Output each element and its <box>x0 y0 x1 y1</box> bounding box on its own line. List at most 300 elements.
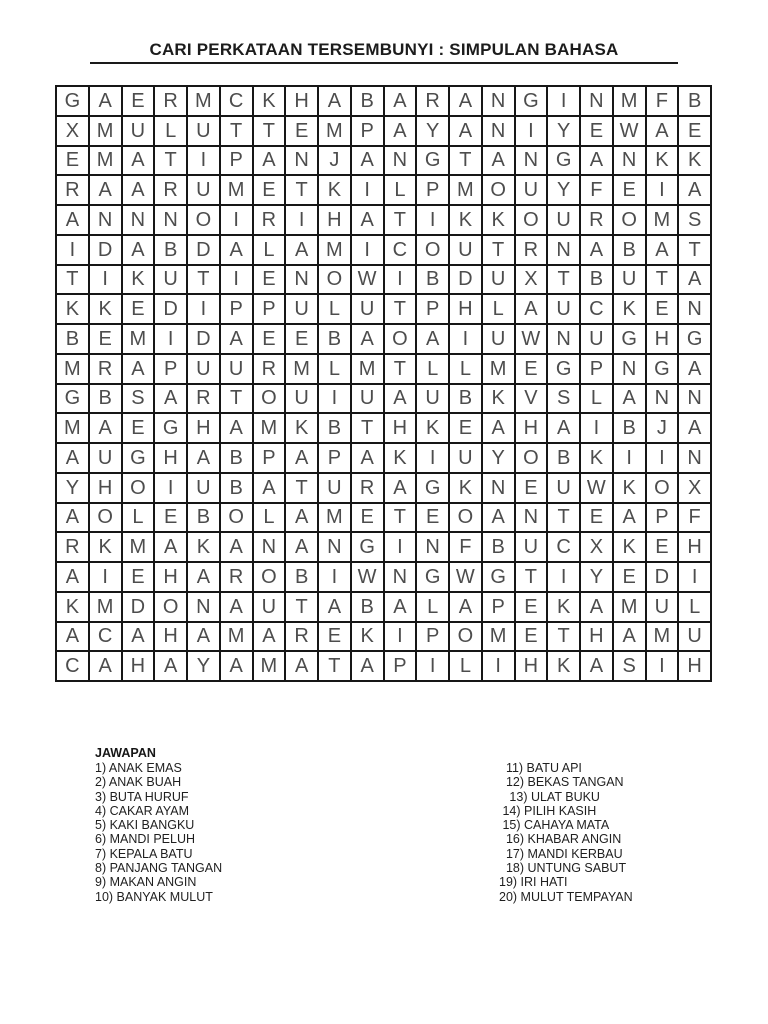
grid-cell: R <box>220 562 253 592</box>
grid-cell: G <box>351 532 384 562</box>
grid-cell: E <box>122 413 155 443</box>
grid-cell: K <box>285 413 318 443</box>
grid-cell: E <box>122 86 155 116</box>
grid-cell: M <box>646 205 679 235</box>
grid-cell: I <box>384 265 417 295</box>
grid-cell: A <box>154 384 187 414</box>
grid-cell: A <box>122 175 155 205</box>
grid-cell: M <box>89 592 122 622</box>
grid-row <box>56 205 711 235</box>
grid-cell: A <box>122 354 155 384</box>
answer-item: 12) BEKAS TANGAN <box>499 775 624 790</box>
grid-cell: S <box>547 384 580 414</box>
grid-cell: A <box>580 651 613 681</box>
grid-row <box>56 324 711 354</box>
grid-cell: T <box>56 265 89 295</box>
grid-cell: X <box>678 473 711 503</box>
grid-cell: T <box>285 592 318 622</box>
grid-cell: H <box>678 532 711 562</box>
grid-cell: A <box>482 146 515 176</box>
grid-cell: Y <box>416 116 449 146</box>
grid-cell: N <box>678 294 711 324</box>
grid-cell: I <box>547 562 580 592</box>
grid-cell: E <box>580 116 613 146</box>
grid-cell: K <box>89 294 122 324</box>
grid-cell: A <box>482 503 515 533</box>
grid-cell: Y <box>547 175 580 205</box>
grid-cell: B <box>187 503 220 533</box>
grid-cell: K <box>613 532 646 562</box>
grid-cell: K <box>253 86 286 116</box>
grid-cell: H <box>285 86 318 116</box>
grid-cell: L <box>122 503 155 533</box>
grid-cell: A <box>56 205 89 235</box>
grid-cell: Y <box>187 651 220 681</box>
grid-cell: K <box>482 205 515 235</box>
grid-cell: A <box>678 354 711 384</box>
grid-cell: E <box>613 562 646 592</box>
grid-cell: D <box>449 265 482 295</box>
grid-cell: P <box>253 443 286 473</box>
grid-cell: E <box>646 294 679 324</box>
grid-cell: U <box>351 294 384 324</box>
grid-cell: E <box>122 294 155 324</box>
grid-cell: R <box>285 622 318 652</box>
grid-cell: B <box>351 86 384 116</box>
grid-cell: K <box>122 265 155 295</box>
grid-cell: E <box>515 622 548 652</box>
answer-item: 2) ANAK BUAH <box>95 775 182 790</box>
grid-cell: O <box>318 265 351 295</box>
grid-cell: T <box>678 235 711 265</box>
grid-cell: A <box>56 503 89 533</box>
grid-cell: C <box>384 235 417 265</box>
grid-cell: U <box>187 473 220 503</box>
grid-cell: A <box>515 294 548 324</box>
answer-item: 16) KHABAR ANGIN <box>499 832 622 847</box>
grid-cell: S <box>122 384 155 414</box>
grid-cell: H <box>384 413 417 443</box>
grid-cell: T <box>515 562 548 592</box>
grid-cell: B <box>220 443 253 473</box>
grid-cell: O <box>253 562 286 592</box>
grid-cell: W <box>580 473 613 503</box>
answer-item: 15) CAHAYA MATA <box>499 818 610 833</box>
grid-cell: B <box>678 86 711 116</box>
grid-row <box>56 622 711 652</box>
grid-cell: S <box>678 205 711 235</box>
grid-cell: A <box>384 384 417 414</box>
grid-cell: X <box>580 532 613 562</box>
answer-item: 20) MULUT TEMPAYAN <box>499 889 633 904</box>
grid-cell: I <box>187 146 220 176</box>
grid-cell: I <box>285 205 318 235</box>
grid-cell: U <box>187 175 220 205</box>
grid-cell: N <box>154 205 187 235</box>
grid-cell: D <box>89 235 122 265</box>
grid-cell: A <box>122 146 155 176</box>
grid-cell: H <box>515 413 548 443</box>
grid-cell: A <box>416 324 449 354</box>
grid-cell: P <box>384 651 417 681</box>
grid-cell: L <box>416 592 449 622</box>
grid-cell: H <box>187 413 220 443</box>
grid-cell: N <box>646 384 679 414</box>
grid-cell: F <box>449 532 482 562</box>
grid-cell: I <box>613 443 646 473</box>
grid-cell: S <box>613 651 646 681</box>
grid-cell: D <box>122 592 155 622</box>
grid-cell: P <box>253 294 286 324</box>
answers-list-right <box>499 761 633 904</box>
grid-cell: L <box>384 175 417 205</box>
grid-cell: G <box>547 146 580 176</box>
grid-row <box>56 532 711 562</box>
answer-item: 3) BUTA HURUF <box>95 789 189 804</box>
grid-cell: I <box>580 413 613 443</box>
grid-cell: E <box>515 592 548 622</box>
grid-cell: M <box>318 503 351 533</box>
grid-cell: T <box>547 503 580 533</box>
grid-cell: A <box>580 146 613 176</box>
grid-cell: U <box>285 294 318 324</box>
grid-cell: U <box>187 354 220 384</box>
grid-cell: U <box>613 265 646 295</box>
grid-cell: M <box>482 622 515 652</box>
grid-cell: I <box>416 443 449 473</box>
grid-cell: L <box>678 592 711 622</box>
grid-cell: E <box>253 265 286 295</box>
grid-cell: T <box>384 354 417 384</box>
grid-cell: R <box>515 235 548 265</box>
grid-cell: B <box>580 265 613 295</box>
grid-cell: M <box>449 175 482 205</box>
grid-cell: I <box>56 235 89 265</box>
grid-cell: A <box>154 532 187 562</box>
grid-cell: I <box>416 205 449 235</box>
grid-cell: R <box>416 86 449 116</box>
grid-cell: L <box>482 294 515 324</box>
grid-cell: I <box>678 562 711 592</box>
grid-cell: N <box>482 116 515 146</box>
grid-cell: A <box>56 443 89 473</box>
grid-cell: N <box>285 265 318 295</box>
grid-cell: I <box>449 324 482 354</box>
grid-cell: R <box>253 354 286 384</box>
grid-cell: E <box>253 324 286 354</box>
grid-cell: E <box>253 175 286 205</box>
grid-row <box>56 294 711 324</box>
grid-cell: N <box>482 86 515 116</box>
grid-cell: U <box>482 324 515 354</box>
grid-cell: E <box>515 354 548 384</box>
grid-cell: G <box>482 562 515 592</box>
grid-cell: K <box>187 532 220 562</box>
grid-cell: A <box>122 235 155 265</box>
grid-cell: A <box>384 592 417 622</box>
grid-cell: A <box>89 86 122 116</box>
grid-cell: A <box>220 592 253 622</box>
grid-cell: A <box>613 622 646 652</box>
grid-cell: E <box>89 324 122 354</box>
grid-cell: I <box>187 294 220 324</box>
grid-cell: A <box>449 592 482 622</box>
grid-cell: U <box>122 116 155 146</box>
grid-cell: T <box>449 146 482 176</box>
grid-cell: G <box>56 86 89 116</box>
grid-cell: U <box>89 443 122 473</box>
grid-cell: B <box>351 592 384 622</box>
grid-cell: U <box>416 384 449 414</box>
grid-cell: H <box>515 651 548 681</box>
grid-cell: O <box>613 205 646 235</box>
grid-cell: M <box>187 86 220 116</box>
grid-cell: O <box>154 592 187 622</box>
grid-cell: N <box>122 205 155 235</box>
grid-cell: A <box>678 175 711 205</box>
grid-cell: M <box>285 354 318 384</box>
grid-cell: M <box>318 235 351 265</box>
grid-cell: A <box>285 443 318 473</box>
grid-cell: N <box>613 146 646 176</box>
grid-cell: A <box>220 532 253 562</box>
grid-cell: A <box>187 443 220 473</box>
grid-cell: O <box>122 473 155 503</box>
grid-cell: E <box>351 503 384 533</box>
grid-cell: I <box>351 175 384 205</box>
grid-cell: I <box>154 473 187 503</box>
grid-cell: E <box>613 175 646 205</box>
grid-cell: K <box>613 473 646 503</box>
grid-cell: O <box>384 324 417 354</box>
grid-cell: T <box>220 116 253 146</box>
grid-cell: M <box>89 146 122 176</box>
grid-cell: I <box>154 324 187 354</box>
grid-cell: N <box>187 592 220 622</box>
grid-cell: T <box>187 265 220 295</box>
grid-cell: K <box>449 473 482 503</box>
grid-cell: T <box>646 265 679 295</box>
grid-cell: N <box>515 503 548 533</box>
grid-cell: W <box>351 562 384 592</box>
grid-cell: A <box>351 205 384 235</box>
grid-cell: C <box>547 532 580 562</box>
grid-row <box>56 86 711 116</box>
grid-cell: T <box>351 413 384 443</box>
answer-item: 6) MANDI PELUH <box>95 832 196 847</box>
grid-cell: G <box>515 86 548 116</box>
grid-cell: N <box>384 562 417 592</box>
grid-cell: P <box>351 116 384 146</box>
grid-cell: I <box>220 265 253 295</box>
grid-cell: D <box>187 324 220 354</box>
grid-cell: A <box>351 443 384 473</box>
grid-cell: V <box>515 384 548 414</box>
grid-cell: L <box>318 294 351 324</box>
grid-cell: J <box>318 146 351 176</box>
grid-cell: O <box>449 503 482 533</box>
grid-cell: H <box>154 622 187 652</box>
grid-row <box>56 146 711 176</box>
grid-cell: F <box>678 503 711 533</box>
answer-item: 14) PILIH KASIH <box>499 803 597 818</box>
grid-cell: R <box>56 175 89 205</box>
grid-cell: A <box>547 413 580 443</box>
grid-row <box>56 384 711 414</box>
grid-cell: I <box>89 562 122 592</box>
grid-cell: T <box>154 146 187 176</box>
grid-cell: A <box>89 651 122 681</box>
grid-cell: R <box>253 205 286 235</box>
grid-cell: A <box>187 622 220 652</box>
grid-cell: K <box>351 622 384 652</box>
grid-cell: L <box>154 116 187 146</box>
answers-heading: JAWAPAN <box>95 746 156 760</box>
grid-cell: E <box>56 146 89 176</box>
grid-cell: M <box>122 324 155 354</box>
grid-cell: T <box>547 265 580 295</box>
grid-cell: T <box>253 116 286 146</box>
answer-item: 17) MANDI KERBAU <box>499 846 623 861</box>
answer-item: 9) MAKAN ANGIN <box>95 875 197 890</box>
grid-row <box>56 503 711 533</box>
grid-cell: U <box>351 384 384 414</box>
grid-cell: R <box>154 175 187 205</box>
grid-row <box>56 265 711 295</box>
grid-cell: M <box>253 651 286 681</box>
grid-cell: K <box>646 146 679 176</box>
word-search-grid <box>55 85 712 682</box>
grid-cell: A <box>482 413 515 443</box>
grid-cell: U <box>449 443 482 473</box>
grid-cell: K <box>449 205 482 235</box>
grid-row <box>56 175 711 205</box>
grid-cell: C <box>220 86 253 116</box>
grid-cell: T <box>384 503 417 533</box>
grid-cell: N <box>613 354 646 384</box>
grid-cell: M <box>482 354 515 384</box>
grid-cell: G <box>678 324 711 354</box>
page-title: CARI PERKATAAN TERSEMBUNYI : SIMPULAN BAHASA <box>149 40 619 59</box>
grid-cell: U <box>318 473 351 503</box>
grid-cell: X <box>515 265 548 295</box>
grid-cell: P <box>416 622 449 652</box>
grid-cell: O <box>89 503 122 533</box>
grid-cell: T <box>384 205 417 235</box>
grid-cell: C <box>56 651 89 681</box>
grid-cell: M <box>318 116 351 146</box>
grid-cell: W <box>449 562 482 592</box>
grid-cell: N <box>678 443 711 473</box>
grid-cell: E <box>416 503 449 533</box>
grid-cell: R <box>351 473 384 503</box>
grid-cell: Y <box>482 443 515 473</box>
grid-cell: O <box>220 503 253 533</box>
grid-cell: F <box>646 86 679 116</box>
grid-cell: O <box>449 622 482 652</box>
grid-cell: A <box>318 86 351 116</box>
grid-cell: K <box>580 443 613 473</box>
grid-cell: E <box>285 324 318 354</box>
grid-cell: I <box>515 116 548 146</box>
grid-cell: A <box>253 473 286 503</box>
grid-cell: F <box>580 175 613 205</box>
grid-cell: A <box>384 116 417 146</box>
grid-row <box>56 413 711 443</box>
grid-cell: A <box>56 562 89 592</box>
grid-cell: G <box>416 146 449 176</box>
grid-cell: B <box>547 443 580 473</box>
grid-cell: A <box>580 592 613 622</box>
grid-cell: E <box>122 562 155 592</box>
grid-cell: M <box>56 354 89 384</box>
grid-cell: I <box>482 651 515 681</box>
grid-cell: L <box>318 354 351 384</box>
grid-cell: A <box>220 324 253 354</box>
grid-cell: I <box>318 562 351 592</box>
grid-cell: R <box>56 532 89 562</box>
grid-cell: K <box>482 384 515 414</box>
grid-row <box>56 651 711 681</box>
grid-cell: H <box>318 205 351 235</box>
grid-cell: I <box>384 532 417 562</box>
grid-cell: O <box>646 473 679 503</box>
grid-cell: A <box>89 413 122 443</box>
grid-cell: I <box>220 205 253 235</box>
grid-cell: B <box>416 265 449 295</box>
grid-cell: G <box>122 443 155 473</box>
grid-cell: B <box>318 413 351 443</box>
grid-cell: M <box>646 622 679 652</box>
grid-cell: U <box>253 592 286 622</box>
grid-cell: T <box>547 622 580 652</box>
grid-cell: I <box>384 622 417 652</box>
grid-cell: A <box>678 265 711 295</box>
grid-cell: A <box>449 116 482 146</box>
grid-cell: N <box>416 532 449 562</box>
grid-cell: M <box>56 413 89 443</box>
grid-cell: N <box>253 532 286 562</box>
grid-cell: N <box>482 473 515 503</box>
grid-cell: M <box>613 86 646 116</box>
grid-cell: K <box>416 413 449 443</box>
grid-cell: U <box>646 592 679 622</box>
grid-cell: H <box>122 651 155 681</box>
answer-item: 11) BATU API <box>499 761 582 775</box>
grid-cell: K <box>56 294 89 324</box>
grid-cell: M <box>220 622 253 652</box>
grid-cell: C <box>580 294 613 324</box>
grid-cell: U <box>187 116 220 146</box>
grid-cell: X <box>56 116 89 146</box>
grid-cell: B <box>449 384 482 414</box>
grid-cell: O <box>482 175 515 205</box>
grid-cell: K <box>89 532 122 562</box>
grid-row <box>56 592 711 622</box>
grid-cell: P <box>646 503 679 533</box>
answer-item: 1) ANAK EMAS <box>95 761 182 775</box>
grid-cell: H <box>678 651 711 681</box>
grid-cell: U <box>220 354 253 384</box>
grid-cell: U <box>515 175 548 205</box>
grid-cell: N <box>318 532 351 562</box>
grid-cell: A <box>646 116 679 146</box>
grid-cell: R <box>154 86 187 116</box>
title-underline <box>90 62 678 64</box>
grid-cell: R <box>580 205 613 235</box>
answer-item: 7) KEPALA BATU <box>95 846 193 861</box>
grid-row <box>56 562 711 592</box>
